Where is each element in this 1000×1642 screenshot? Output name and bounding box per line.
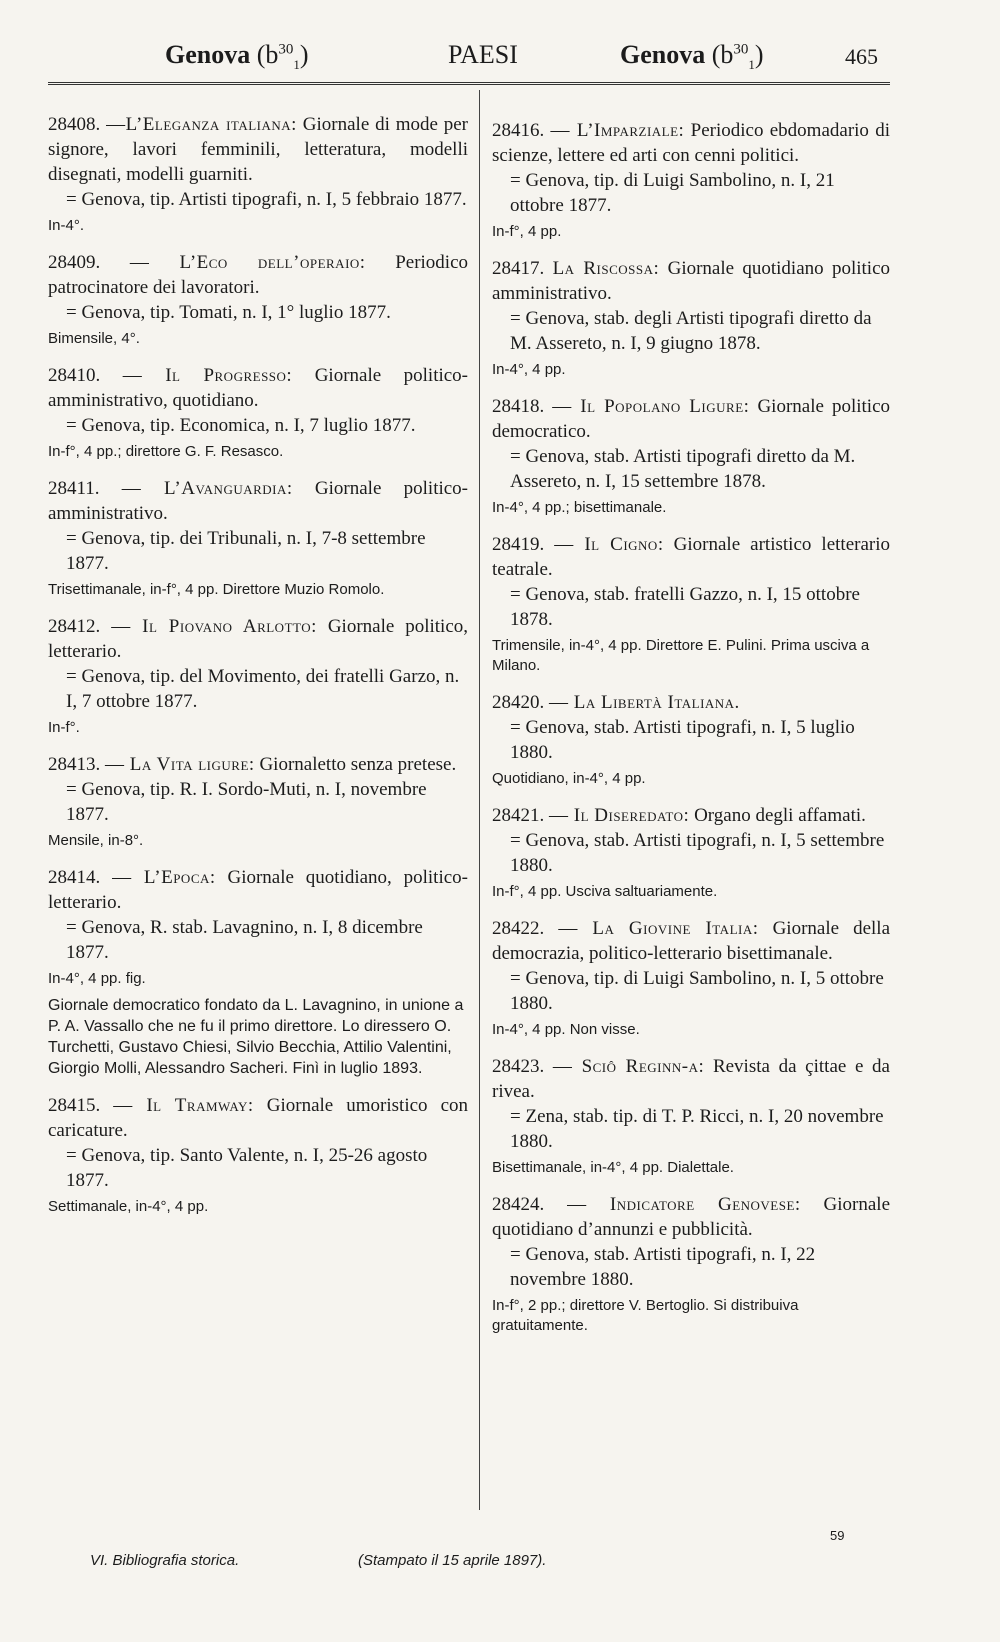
entry-format: In-4°, 4 pp. Non visse. [492,1021,640,1038]
entry-format: Trisettimanale, in-f°, 4 pp. Direttore Muzio Romolo. [48,581,385,598]
entry-title: — Sciô Reginn-a: [552,1056,705,1077]
running-head-center: PAESI [448,40,518,69]
entry-number: 28416. [492,120,545,141]
entry-spacer [48,462,468,476]
catalog-entry [492,1192,890,1336]
entry-heading [48,112,468,187]
entry-title: — La Libertà Italiana. [549,692,740,713]
entry-heading [492,118,890,168]
entry-heading [48,865,468,915]
entry-description: Giornale umoristico con caricature. [48,1095,469,1141]
entry-heading [48,1093,468,1143]
entry-format: Bisettimanale, in-4°, 4 pp. Dialettale. [492,1159,734,1176]
catalog-entry [492,532,890,676]
entry-number: 28411. [48,478,100,499]
entry-spacer [48,349,468,363]
entry-title: — Il Cigno: [554,534,664,555]
entry-heading [492,256,890,306]
entry-spacer [492,1040,890,1054]
entry-format: In-f°, 4 pp. [492,223,562,240]
entry-description: Giornale politico democratico. [492,396,890,442]
catalog-entry [492,803,890,902]
entry-number: 28421. [492,805,545,826]
catalog-entry [48,1093,468,1217]
running-head-left [165,40,309,73]
entry-format: In-4°. [48,217,85,234]
left-column [48,112,468,1231]
entry-description: Giornale politico, letterario. [48,616,469,662]
entry-description: Giornale politico-amministrativo. [48,478,469,524]
entry-publication: = Genova, tip. R. I. Sordo-Muti, n. I, novembre 1877. [66,779,427,825]
entry-title: — Il Progresso: [122,365,293,386]
running-head-right-code: (b [711,40,734,69]
catalog-entry [492,256,890,380]
entry-number: 28410. [48,365,101,386]
running-head-left-close: ) [299,40,309,69]
running-head-left-sub: 1 [293,57,300,73]
entry-note: Giornale democratico fondato da L. Lavagnino, in unione a P. A. Vassallo che ne fu il primo direttore. Lo diressero O. Turchetti, Gustavo Chiesi, Silvio Becchia, Attilio Valentini, Giorgio Molli, Alessandro Sacheri. Finì in luglio 1893. [48,997,464,1077]
entry-publication: = Genova, tip. di Luigi Sambolino, n. I, 21 ottobre 1877. [510,170,835,216]
entry-description: Periodico ebdomadario di scienze, lettere ed arti con cenni politici. [492,120,891,166]
entry-description: Giornale quotidiano d’annunzi e pubblicità. [492,1194,891,1240]
catalog-entry [492,1054,890,1178]
entry-heading [48,752,468,777]
catalog-entry [48,250,468,349]
entry-number: 28415. [48,1095,101,1116]
entry-heading [48,250,468,300]
running-head-right-sub: 1 [748,57,755,73]
catalog-entry [48,363,468,462]
entry-publication: = Genova, tip. di Luigi Sambolino, n. I, 5 ottobre 1880. [510,968,884,1014]
entry-format: In-4°, 4 pp. fig. [48,970,146,987]
entry-title: — Indicatore Genovese: [567,1194,801,1215]
entry-number: 28413. [48,754,101,775]
header-rule [48,82,890,85]
entry-publication: = Genova, stab. Artisti tipografi diretto da M. Assereto, n. I, 15 settembre 1878. [510,446,856,492]
entry-number: 28408. [48,114,101,135]
entry-heading [492,916,890,966]
catalog-entry [492,118,890,242]
entry-publication: = Genova, R. stab. Lavagnino, n. I, 8 dicembre 1877. [66,917,423,963]
entry-publication: = Genova, stab. Artisti tipografi, n. I, 22 novembre 1880. [510,1244,816,1290]
entry-description: Revista da çittae e da rivea. [492,1056,890,1102]
entry-description: Giornale politico-amministrativo, quotidiano. [48,365,469,411]
entry-title: — La Giovine Italia: [558,918,759,939]
entry-heading [492,1192,890,1242]
footer-center: (Stampato il 15 aprile 1897). [358,1552,547,1569]
entry-heading [492,690,890,715]
entry-heading [48,476,468,526]
entry-format: Trimensile, in-4°, 4 pp. Direttore E. Pulini. Prima usciva a Milano. [492,637,870,674]
entry-spacer [492,380,890,394]
entry-format: In-f°, 4 pp. Usciva saltuariamente. [492,883,718,900]
entry-spacer [48,600,468,614]
entry-format: Bimensile, 4°. [48,330,140,347]
running-head-right-sup: 30 [733,41,749,58]
right-column [492,118,890,1350]
entry-format: In-f°, 2 pp.; direttore V. Bertoglio. Si distribuiva gratuitamente. [492,1297,799,1334]
entry-publication: = Genova, stab. Artisti tipografi, n. I, 5 settembre 1880. [510,830,885,876]
entry-heading [492,1054,890,1104]
entry-heading [48,614,468,664]
entry-number: 28420. [492,692,545,713]
column-divider [479,90,480,1510]
entry-format: Settimanale, in-4°, 4 pp. [48,1198,209,1215]
entry-publication: = Genova, tip. dei Tribunali, n. I, 7-8 settembre 1877. [66,528,426,574]
entry-format: Mensile, in-8°. [48,832,144,849]
entry-title: — L’Epoca: [112,867,216,888]
catalog-entry [48,752,468,851]
entry-number: 28412. [48,616,101,637]
running-head [0,40,1000,80]
catalog-entry [48,614,468,738]
entry-spacer [492,789,890,803]
entry-description: Giornale della democrazia, politico-letterario bisettimanale. [492,918,891,964]
catalog-entry [492,690,890,789]
catalog-entry [48,112,468,236]
entry-publication: = Genova, tip. Artisti tipografi, n. I, 5 febbraio 1877. [66,189,467,210]
entry-publication: = Zena, stab. tip. di T. P. Ricci, n. I, 20 novembre 1880. [510,1106,884,1152]
entry-spacer [492,1178,890,1192]
entry-description: Giornale artistico letterario teatrale. [492,534,890,580]
entry-spacer [48,1217,468,1231]
entry-publication: = Genova, stab. Artisti tipografi, n. I, 5 luglio 1880. [510,717,855,763]
entry-publication: = Genova, tip. Santo Valente, n. I, 25-26 agosto 1877. [66,1145,428,1191]
catalog-entry [48,865,468,1079]
entry-publication: = Genova, stab. fratelli Gazzo, n. I, 15 ottobre 1878. [510,584,860,630]
entry-format: In-f°. [48,719,80,736]
entry-number: 28419. [492,534,545,555]
entry-number: 28422. [492,918,545,939]
entry-number: 28418. [492,396,545,417]
entry-spacer [492,676,890,690]
entry-description: Periodico patrocinatore dei lavoratori. [48,252,469,298]
footer-left: VI. Bibliografia storica. [90,1552,240,1569]
entry-number: 28414. [48,867,101,888]
running-head-left-sup: 30 [278,41,294,58]
entry-number: 28417. [492,258,545,279]
entry-spacer [492,1336,890,1350]
entry-publication: = Genova, stab. degli Artisti tipografi diretto da M. Assereto, n. I, 9 giugno 1878. [510,308,872,354]
entry-spacer [48,1079,468,1093]
catalog-entry [492,394,890,518]
entry-title: — La Vita ligure: [105,754,255,775]
entry-title: La Riscossa: [552,258,660,279]
entry-description: Giornale quotidiano politico amministrativo. [492,258,890,304]
entry-title: —L’Eleganza italiana: [106,114,297,135]
entry-description: Giornale quotidiano, politico-letterario. [48,867,468,913]
entry-publication: = Genova, tip. del Movimento, dei fratelli Garzo, n. I, 7 ottobre 1877. [66,666,460,712]
entry-publication: = Genova, tip. Economica, n. I, 7 luglio 1877. [66,415,416,436]
page-number: 465 [845,44,878,69]
running-head-right-close: ) [754,40,764,69]
entry-spacer [492,518,890,532]
running-head-right [620,40,764,73]
entry-number: 28409. [48,252,101,273]
entry-title: — Il Tramway: [113,1095,254,1116]
entry-format: In-f°, 4 pp.; direttore G. F. Resasco. [48,443,284,460]
entry-title: — Il Diseredato: [549,805,690,826]
entry-spacer [48,738,468,752]
entry-publication: = Genova, tip. Tomati, n. I, 1° luglio 1877. [66,302,391,323]
running-head-left-title: Genova [165,40,251,69]
entry-heading [48,363,468,413]
entry-description: Giornale di mode per signore, lavori femminili, letteratura, modelli disegnati, modelli guarniti. [48,114,469,185]
entry-description: Organo degli affamati. [694,805,866,826]
entry-heading [492,394,890,444]
entry-format: In-4°, 4 pp. [492,361,566,378]
entry-spacer [492,902,890,916]
entry-format: Quotidiano, in-4°, 4 pp. [492,770,646,787]
entry-title: — L’Eco dell’operaio: [129,252,366,273]
entry-title: — Il Popolano Ligure: [552,396,750,417]
entry-format: In-4°, 4 pp.; bisettimanale. [492,499,667,516]
catalog-entry [48,476,468,600]
running-head-left-code: (b [256,40,279,69]
entry-title: — Il Piovano Arlotto: [111,616,317,637]
entry-title: — L’Avanguardia: [121,478,293,499]
entry-number: 28424. [492,1194,545,1215]
entry-title: — L’Imparziale: [550,120,685,141]
running-head-right-title: Genova [620,40,706,69]
catalog-entry [492,916,890,1040]
entry-heading [492,803,890,828]
entry-spacer [48,236,468,250]
entry-spacer [48,851,468,865]
signature-mark: 59 [830,1528,845,1543]
entry-description: Giornaletto senza pretese. [259,754,457,775]
entry-heading [492,532,890,582]
entry-spacer [492,242,890,256]
entry-number: 28423. [492,1056,545,1077]
